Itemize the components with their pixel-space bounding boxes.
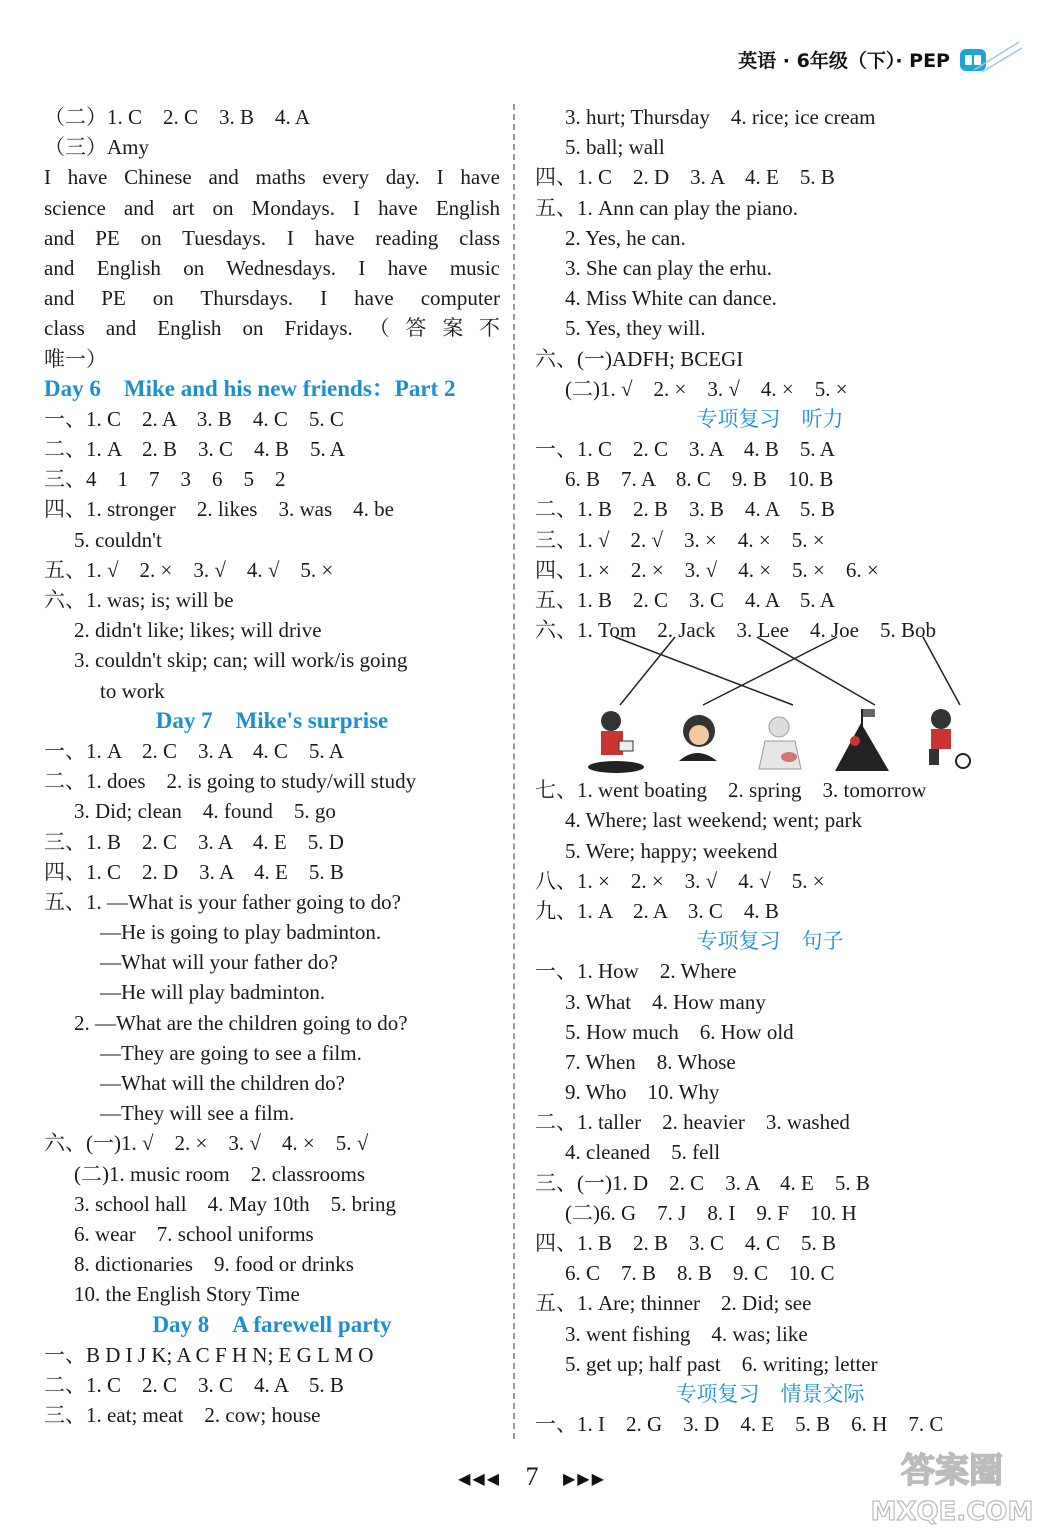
matching-names: 六、1. Tom 2. Jack 3. Lee 4. Joe 5. Bob bbox=[535, 618, 936, 643]
answer-line: 3. couldn't skip; can; will work/is going bbox=[74, 648, 408, 673]
left-column bbox=[44, 102, 500, 1430]
matching-exercise bbox=[535, 615, 1005, 775]
page-number: 7 bbox=[525, 1462, 539, 1491]
answer-line: 6. C 7. B 8. B 9. C 10. C bbox=[565, 1261, 835, 1286]
answer-line: 5. Yes, they will. bbox=[565, 316, 706, 341]
answer-line: 一、1. C 2. A 3. B 4. C 5. C bbox=[44, 406, 344, 431]
page-header bbox=[738, 46, 986, 73]
answer-line: 2. didn't like; likes; will drive bbox=[74, 618, 322, 643]
answer-line: 8. dictionaries 9. food or drinks bbox=[74, 1252, 354, 1277]
section-title-listening: 专项复习 听力 bbox=[696, 406, 844, 431]
answer-line: 四、1. C 2. D 3. A 4. E 5. B bbox=[44, 859, 344, 884]
answer-line: 4. Miss White can dance. bbox=[565, 286, 777, 311]
answer-line: 五、1. —What is your father going to do? bbox=[44, 889, 401, 914]
passage-line: and PE on Thursdays. I have computer bbox=[44, 286, 500, 311]
passage-line: and English on Wednesdays. I have music bbox=[44, 255, 500, 280]
children-climbing-picture bbox=[831, 705, 893, 773]
answer-line: 五、1. Ann can play the piano. bbox=[535, 195, 799, 220]
answer-line: 二、1. B 2. B 3. B 4. A 5. B bbox=[535, 497, 835, 522]
answer-line: 一、1. I 2. G 3. D 4. E 5. B 6. H 7. C bbox=[535, 1412, 944, 1437]
answer-line: 五、1. Are; thinner 2. Did; see bbox=[535, 1291, 812, 1316]
answer-line: 二、1. A 2. B 3. C 4. B 5. A bbox=[44, 437, 346, 462]
watermark-logo bbox=[862, 1440, 1042, 1530]
answer-line: 三、1. B 2. C 3. A 4. E 5. D bbox=[44, 829, 344, 854]
answer-line: —What will your father do? bbox=[100, 950, 338, 975]
answer-line: 6. wear 7. school uniforms bbox=[74, 1221, 314, 1246]
answer-line: 二、1. taller 2. heavier 3. washed bbox=[535, 1110, 850, 1135]
answer-line: 三、1. √ 2. √ 3. × 4. × 5. × bbox=[535, 527, 825, 552]
answer-line: 4. cleaned 5. fell bbox=[565, 1140, 721, 1165]
answer-line: 八、1. × 2. × 3. √ 4. √ 5. × bbox=[535, 868, 825, 893]
answer-line: 六、(一)1. √ 2. × 3. √ 4. × 5. √ bbox=[44, 1131, 369, 1156]
answer-line: 一、B D I J K; A C F H N; E G L M O bbox=[44, 1342, 374, 1367]
answer-line: 三、(一)1. D 2. C 3. A 4. E 5. B bbox=[535, 1170, 870, 1195]
answer-line: 三、1. eat; meat 2. cow; house bbox=[44, 1403, 321, 1428]
boy-reading-picture bbox=[585, 705, 647, 773]
answer-line: 三、4 1 7 3 6 5 2 bbox=[44, 467, 286, 492]
answer-line: —He will play badminton. bbox=[100, 980, 326, 1005]
decorative-lines-icon bbox=[964, 38, 1024, 78]
grandma-knitting-picture bbox=[749, 705, 811, 773]
answer-line: 3. school hall 4. May 10th 5. bring bbox=[74, 1191, 396, 1216]
answer-line: 七、1. went boating 2. spring 3. tomorrow bbox=[535, 778, 927, 803]
answer-line: 5. Were; happy; weekend bbox=[565, 838, 778, 863]
answer-line: 二、1. C 2. C 3. C 4. A 5. B bbox=[44, 1372, 344, 1397]
answer-line: 7. When 8. Whose bbox=[565, 1049, 736, 1074]
section-title-sentences: 专项复习 句子 bbox=[696, 929, 844, 954]
passage-line: I have Chinese and maths every day. I have bbox=[44, 165, 500, 190]
answer-line: 四、1. stronger 2. likes 3. was 4. be bbox=[44, 497, 394, 522]
answer-line: 五、1. √ 2. × 3. √ 4. √ 5. × bbox=[44, 557, 334, 582]
passage-line: class and English on Fridays.（答案不 bbox=[44, 316, 500, 341]
answer-line: 3. hurt; Thursday 4. rice; ice cream bbox=[565, 105, 876, 129]
answer-line: 10. the English Story Time bbox=[74, 1282, 300, 1307]
passage-line: 唯一） bbox=[44, 346, 107, 371]
book-title: 英语 · 6年级（下）· PEP bbox=[738, 50, 950, 72]
answer-line: 3. went fishing 4. was; like bbox=[565, 1321, 808, 1346]
answer-line: 6. B 7. A 8. C 9. B 10. B bbox=[565, 467, 834, 492]
right-column bbox=[535, 102, 1005, 1439]
matching-pictures bbox=[585, 705, 975, 773]
answer-line: 六、(一)ADFH; BCEGI bbox=[535, 346, 744, 371]
answer-line: （三）Amy bbox=[44, 135, 149, 160]
answer-line: 3. She can play the erhu. bbox=[565, 255, 773, 280]
answer-line: —He is going to play badminton. bbox=[100, 920, 382, 945]
answer-line: 六、1. was; is; will be bbox=[44, 588, 234, 612]
answer-line: 3. Did; clean 4. found 5. go bbox=[74, 799, 336, 824]
next-arrows-icon: ▶▶▶ bbox=[563, 1471, 606, 1489]
boy-playing-football-picture bbox=[913, 705, 975, 773]
section-title-communication: 专项复习 情景交际 bbox=[675, 1381, 865, 1406]
answer-line: 5. couldn't bbox=[74, 527, 162, 552]
answer-line: (二)1. √ 2. × 3. √ 4. × 5. × bbox=[565, 376, 848, 401]
passage-line: science and art on Mondays. I have English bbox=[44, 195, 500, 220]
column-divider bbox=[513, 104, 515, 1439]
answer-line: 4. Where; last weekend; went; park bbox=[565, 808, 863, 833]
svg-text:答案圈: 答案圈 bbox=[901, 1451, 1003, 1491]
answer-line: 四、1. C 2. D 3. A 4. E 5. B bbox=[535, 165, 835, 190]
answer-line: 3. What 4. How many bbox=[565, 989, 766, 1014]
answer-line: 5. get up; half past 6. writing; letter bbox=[565, 1351, 878, 1376]
answer-line: 四、1. B 2. B 3. C 4. C 5. B bbox=[535, 1231, 837, 1255]
girl-swimming-picture bbox=[667, 705, 729, 773]
answer-line: 5. How much 6. How old bbox=[565, 1019, 794, 1044]
section-title-day8: Day 8 A farewell party bbox=[152, 1311, 392, 1337]
passage-line: and PE on Tuesdays. I have reading class bbox=[44, 225, 500, 250]
answer-line: —They will see a film. bbox=[100, 1101, 295, 1126]
answer-line: 一、1. How 2. Where bbox=[535, 959, 737, 984]
answer-line: 九、1. A 2. A 3. C 4. B bbox=[535, 898, 779, 923]
answer-line: （二）1. C 2. C 3. B 4. A bbox=[44, 105, 311, 129]
answer-line: 二、1. does 2. is going to study/will study bbox=[44, 769, 417, 794]
section-title-day6: Day 6 Mike and his new friends：Part 2 bbox=[44, 375, 456, 401]
answer-line: —They are going to see a film. bbox=[100, 1040, 362, 1065]
answer-line: 9. Who 10. Why bbox=[565, 1080, 720, 1105]
section-title-day7: Day 7 Mike's surprise bbox=[155, 707, 389, 733]
answer-line: (二)6. G 7. J 8. I 9. F 10. H bbox=[565, 1200, 857, 1225]
answer-line: 5. ball; wall bbox=[565, 135, 665, 160]
answer-line: 一、1. C 2. C 3. A 4. B 5. A bbox=[535, 437, 835, 462]
answer-line: 2. —What are the children going to do? bbox=[74, 1010, 408, 1035]
answer-line: 四、1. × 2. × 3. √ 4. × 5. × 6. × bbox=[535, 557, 879, 582]
svg-text:MXQE.COM: MXQE.COM bbox=[870, 1497, 1034, 1527]
answer-line: 一、1. A 2. C 3. A 4. C 5. A bbox=[44, 738, 344, 763]
answer-line: to work bbox=[100, 678, 165, 703]
answer-line: 2. Yes, he can. bbox=[565, 225, 686, 250]
answer-line: 五、1. B 2. C 3. C 4. A 5. A bbox=[535, 588, 835, 612]
prev-arrows-icon: ◀◀◀ bbox=[458, 1471, 501, 1489]
answer-line: —What will the children do? bbox=[100, 1071, 345, 1095]
answer-line: (二)1. music room 2. classrooms bbox=[74, 1161, 366, 1186]
